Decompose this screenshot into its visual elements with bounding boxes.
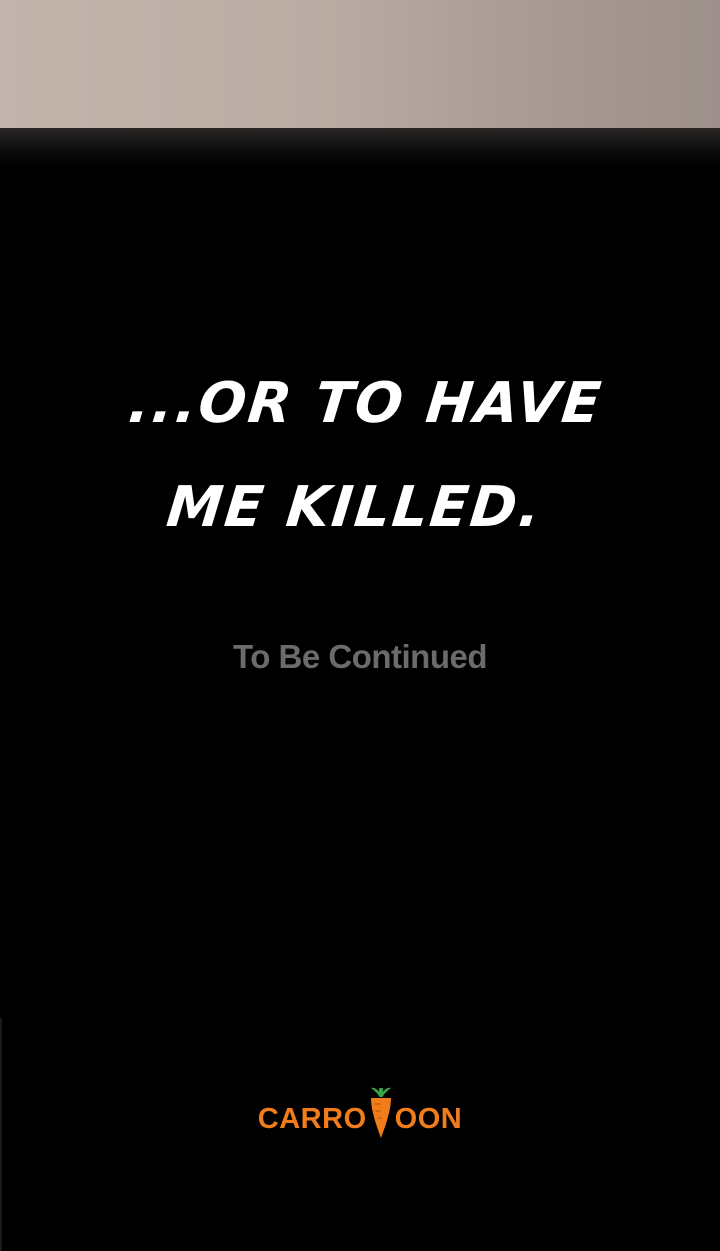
to-be-continued-text: To Be Continued	[232, 638, 488, 675]
caption-line-2: ME KILLED.	[163, 475, 546, 540]
logo-text-right: OON	[394, 1103, 463, 1135]
caption-text	[0, 352, 720, 560]
carrot-icon	[368, 1085, 394, 1139]
logo-text-left: CARRO	[257, 1103, 367, 1135]
panel-fade-edge	[0, 128, 720, 168]
caption-line-1: ...OR TO HAVE	[125, 371, 606, 436]
carrotoon-logo	[0, 1083, 720, 1139]
comic-panel-image	[0, 0, 720, 128]
